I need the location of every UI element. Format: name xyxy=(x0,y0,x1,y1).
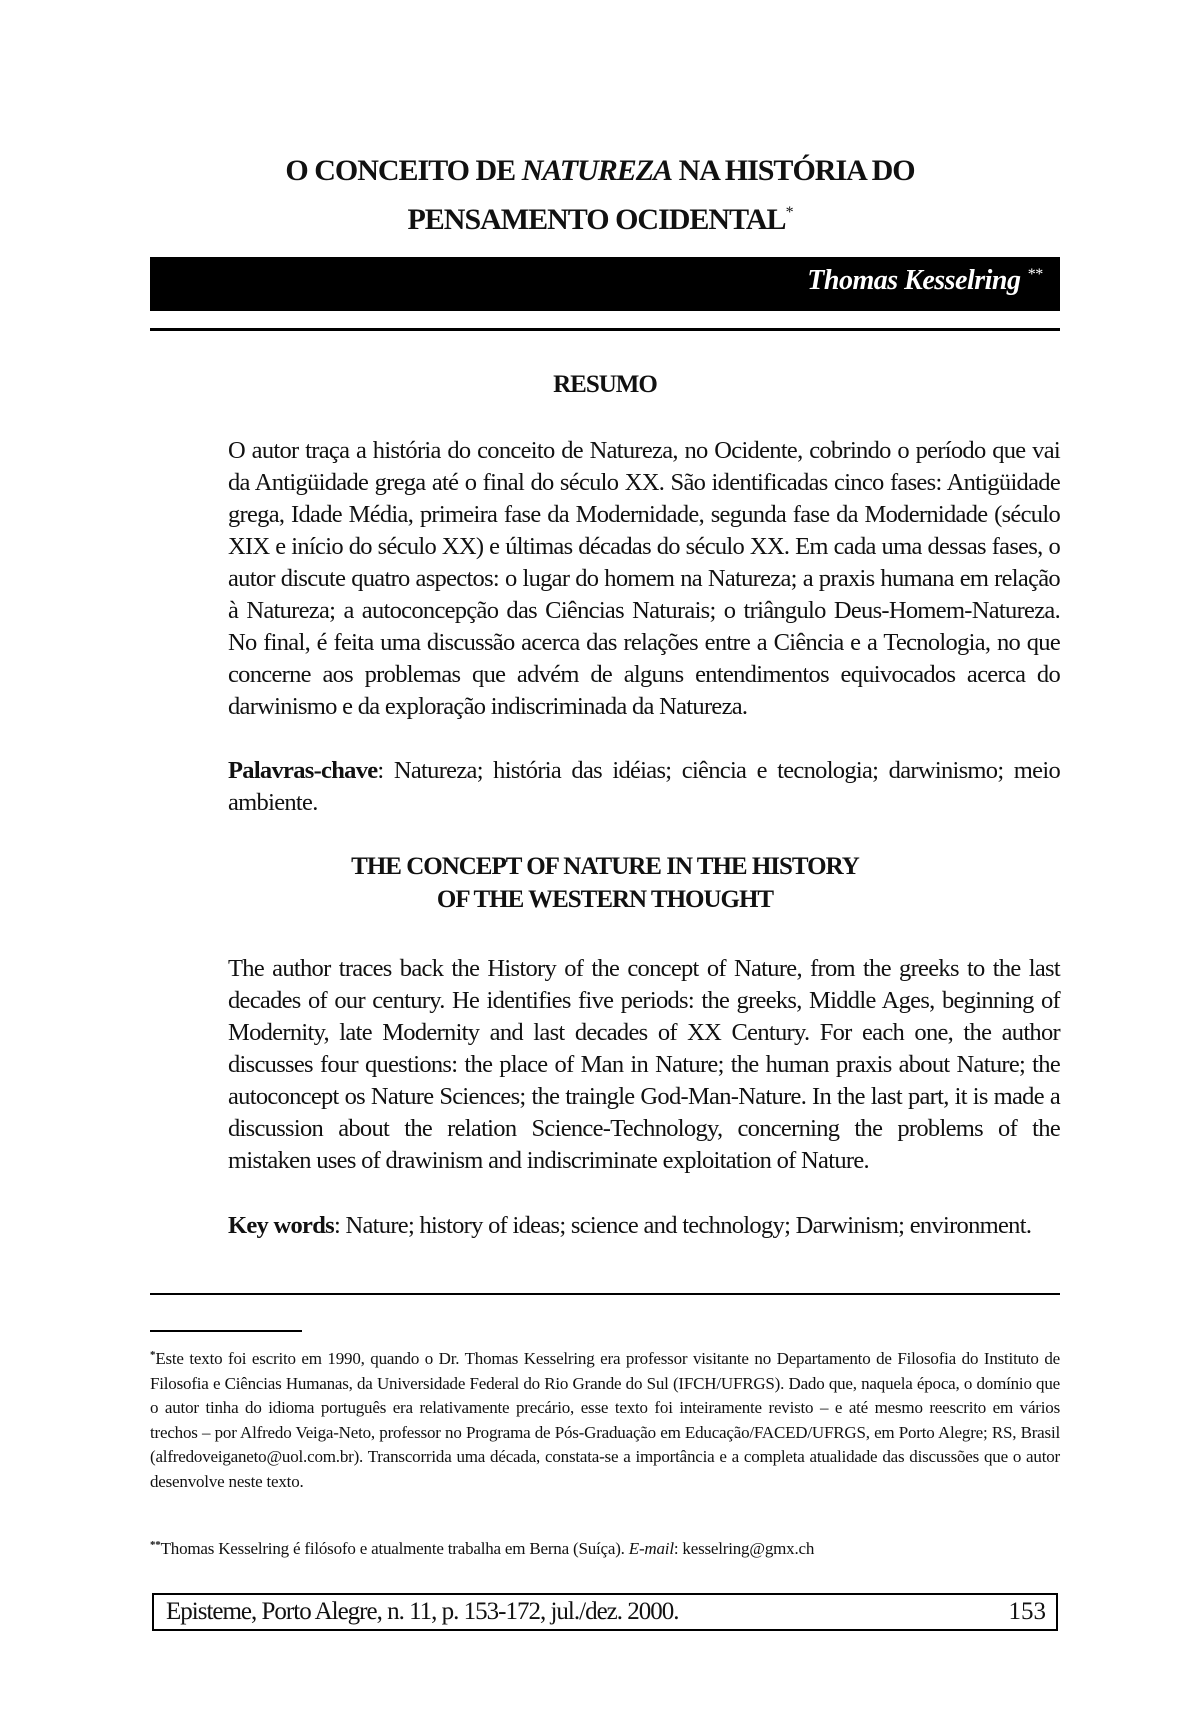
keywords-label: Palavras-chave xyxy=(228,757,378,784)
abstract-body: The author traces back the History of the concept of Nature, from the greeks to the last decades of our century. He identifies five periods: the greeks, Middle Ages, beginning of Modernity, late Modernity and last decades of XX Century. For each one, the author discusses four questions: the place of Man in Nature; the human praxis about Nature; the autoconcept os Nature Sciences; the traingle God-Man-Nature. In the last part, it is made a discussion about the relation Science-Technology, concerning the problems of the mistaken uses of drawinism and indiscriminate exploitation of Nature. xyxy=(228,955,1060,1174)
footnote-1: *Este texto foi escrito em 1990, quando o Dr. Thomas Kesselring era professor visitante no Departamento de Filosofia do Instituto de Filosofia e Ciências Humanas, da Universidade Federal do Rio Grande do Sul (IFCH/UFRGS). Dado que, naquela época, o domínio que o autor tinha do idioma português era relativamente precário, esse texto foi inteiramente revisto – e até mesmo reescrito em vários trechos – por Alfredo Veiga-Neto, professor no Programa de Pós-Graduação em Educação/FACED/UFRGS, em Porto Alegre; RS, Brasil (alfredoveiganeto@uol.com.br). Transcorrida uma década, constata-se a importância e a completa atualidade das discussões que o autor desenvolve neste texto. xyxy=(150,1349,1060,1491)
article-title xyxy=(150,150,1050,241)
header-divider xyxy=(150,328,1060,331)
title-footnote-marker: * xyxy=(785,204,793,221)
title-line-1: O CONCEITO DE NATUREZA NA HISTÓRIA DO xyxy=(285,154,915,187)
abstract-heading: THE CONCEPT OF NATURE IN THE HISTORY OF THE WESTERN THOUGHT xyxy=(351,853,859,913)
resumo-body: O autor traça a história do conceito de Natureza, no Ocidente, cobrindo o período que vai da Antigüidade grega até o final do século XX. São identificadas cinco fases: Antigüidade grega, Idade Média, primeira fase da Modernidade, segunda fase da Modernidade (século XIX e início do século XX) e últimas décadas do século XX. Em cada uma dessas fases, o autor discute quatro aspectos: o lugar do homem na Natureza; a praxis humana em relação à Natureza; a autoconcepção das Ciências Naturais; o triângulo Deus-Homem-Natureza. No final, é feita uma discussão acerca das relações entre a Ciência e a Tecnologia, no que concerne aos problemas que advém de alguns entendimentos equivocados acerca do darwinismo e da exploração indiscriminada da Natureza. xyxy=(228,437,1060,720)
resumo-heading: RESUMO xyxy=(553,371,657,398)
page-footer xyxy=(152,1593,1058,1631)
author-name: Thomas Kesselring ** xyxy=(807,265,1042,296)
title-italic-term: NATUREZA xyxy=(521,154,673,187)
resumo-keywords: Palavras-chave: Natureza; história das idéias; ciência e tecnologia; darwinismo; meio ambiente. xyxy=(228,757,1060,816)
author-banner xyxy=(150,257,1060,311)
body-divider xyxy=(150,1293,1060,1295)
abstract-keywords: Key words: Nature; history of ideas; science and technology; Darwinism; environment. xyxy=(228,1212,1032,1239)
author-footnote-marker: ** xyxy=(1027,266,1042,283)
author-email: : kesselring@gmx.ch xyxy=(673,1539,815,1558)
journal-citation: Episteme, Porto Alegre, n. 11, p. 153-172, jul./dez. 2000. xyxy=(166,1598,679,1625)
page-number: 153 xyxy=(1008,1598,1046,1625)
keywords-label: Key words xyxy=(228,1212,334,1239)
title-line-2: PENSAMENTO OCIDENTAL* xyxy=(407,203,793,236)
footnote-2: **Thomas Kesselring é filósofo e atualmente trabalha em Berna (Suíça). E-mail: kesselring@gmx.ch xyxy=(150,1539,815,1558)
footnote-divider xyxy=(150,1330,302,1332)
